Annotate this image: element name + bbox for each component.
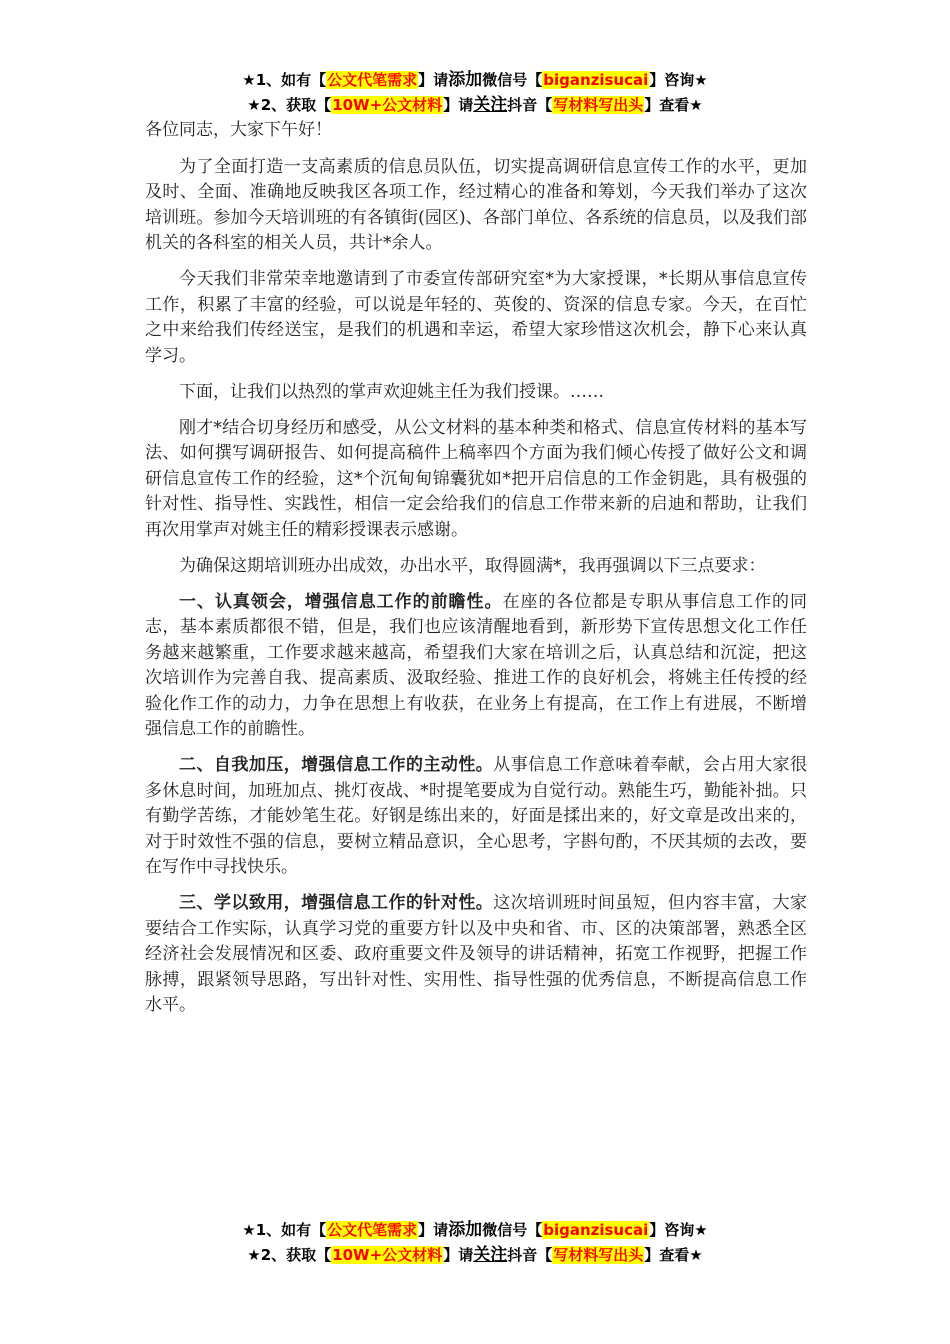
header-banner (0, 68, 950, 118)
star-icon: ★ (247, 1246, 261, 1264)
requirement-1 (145, 590, 807, 743)
requirement-3 (145, 891, 807, 1019)
requirement-3-body: 这次培训班时间虽短，但内容丰富，大家要结合工作实际，认真学习党的重要方针以及中央和省、市、区的决策部署，熟悉全区经济社会发展情况和区委、政府重要文件及领导的讲话精神，拓宽工作视野，把握工作脉搏，跟紧领导思路，写出针对性、实用性、指导性强的优秀信息，不断提高信息工作水平。 (145, 893, 808, 1015)
star-icon: ★ (242, 1221, 256, 1239)
banner-text: 1、如有【 (255, 71, 327, 89)
highlight-materials: 10W+公文材料 (332, 1246, 443, 1264)
paragraph-welcome: 下面，让我们以热烈的掌声欢迎姚主任为我们授课。…… (179, 381, 604, 402)
banner-text: 微信号【 (482, 1221, 543, 1239)
banner-emphasis: 添加 (448, 70, 483, 90)
banner-text: 抖音【 (507, 96, 553, 114)
star-icon: ★ (242, 71, 256, 89)
footer-banner (0, 1218, 950, 1268)
banner-line-2 (0, 1243, 950, 1268)
banner-text: 】请 (443, 96, 474, 114)
requirement-2 (145, 753, 807, 881)
highlight-wechat-id: biganzisucai (543, 1221, 649, 1239)
banner-text: 】请 (418, 1221, 449, 1239)
requirement-3-title: 三、学以致用，增强信息工作的针对性。 (179, 893, 494, 913)
speech-body (145, 118, 807, 1029)
paragraph-intro: 为了全面打造一支高素质的信息员队伍，切实提高调研信息宣传工作的水平，更加及时、全面、准确地反映我区各项工作，经过精心的准备和筹划，今天我们举办了这次培训班。参加今天培训班的有各镇街(园区)、各部门单位、各系统的信息员，以及我们部机关的各科室的相关人员，共计*余人。 (145, 156, 807, 253)
banner-emphasis: 添加 (448, 1220, 483, 1240)
banner-text: 微信号【 (482, 71, 543, 89)
requirement-2-title: 二、自我加压，增强信息工作的主动性。 (179, 755, 494, 775)
highlight-service: 公文代笔需求 (327, 71, 418, 89)
banner-text: 2、获取【 (260, 96, 332, 114)
highlight-douyin-account: 写材料写出头 (553, 1246, 644, 1264)
highlight-wechat-id: biganzisucai (543, 71, 649, 89)
greeting: 各位同志，大家下午好！ (145, 120, 332, 140)
requirement-1-title: 一、认真领会，增强信息工作的前瞻性。 (179, 591, 503, 612)
banner-text: 】咨询★ (649, 71, 708, 89)
banner-text: 1、如有【 (255, 1221, 327, 1239)
paragraph-thanks: 刚才*结合切身经历和感受，从公文材料的基本种类和格式、信息宣传材料的基本写法、如何撰写调研报告、如何提高稿件上稿率四个方面为我们倾心传授了做好公文和调研信息宣传工作的经验，这*个沉甸甸锦囊犹如*把开启信息的工作金钥匙，具有极强的针对性、指导性、实践性，相信一定会给我们的信息工作带来新的启迪和帮助，让我们再次用掌声对姚主任的精彩授课表示感谢。 (145, 417, 807, 540)
highlight-materials: 10W+公文材料 (332, 96, 443, 114)
highlight-douyin-account: 写材料写出头 (553, 96, 644, 114)
paragraph-speaker: 今天我们非常荣幸地邀请到了市委宣传部研究室*为大家授课，*长期从事信息宣传工作，积累了丰富的经验，可以说是年轻的、英俊的、资深的信息专家。今天，在百忙之中来给我们传经送宝，是我们的机遇和幸运，希望大家珍惜这次机会，静下心来认真学习。 (145, 269, 807, 366)
banner-text: 】咨询★ (649, 1221, 708, 1239)
banner-text: 】请 (443, 1246, 474, 1264)
requirement-2-body: 从事信息工作意味着奉献，会占用大家很多休息时间，加班加点、挑灯夜战、*时提笔要成为自觉行动。熟能生巧，勤能补拙。只有勤学苦练，才能妙笔生花。好钢是练出来的，好面是揉出来的，好文章是改出来的，对于时效性不强的信息，要树立精品意识，全心思考，字斟句酌，不厌其烦的去改，要在写作中寻找快乐。 (145, 755, 808, 877)
paragraph-requirements-intro: 为确保这期培训班办出成效，办出水平，取得圆满*，我再强调以下三点要求： (179, 555, 766, 576)
banner-line-2 (0, 93, 950, 118)
requirement-1-body: 在座的各位都是专职从事信息工作的同志，基本素质都很不错，但是，我们也应该清醒地看到，新形势下宣传思想文化工作任务越来越繁重，工作要求越来越高，希望我们大家在培训之后，认真总结和沉淀，把这次培训作为完善自我、提高素质、汲取经验、推进工作的良好机会，将姚主任传授的经验化作工作的动力，力争在思想上有收获，在业务上有提高，在工作上有进展，不断增强信息工作的前瞻性。 (145, 591, 808, 739)
star-icon: ★ (247, 96, 261, 114)
banner-text: 】查看★ (644, 1246, 703, 1264)
banner-text: 】请 (418, 71, 449, 89)
banner-emphasis: 关注 (473, 95, 508, 115)
highlight-service: 公文代笔需求 (327, 1221, 418, 1239)
banner-line-1 (0, 1218, 950, 1243)
banner-text: 】查看★ (644, 96, 703, 114)
banner-emphasis: 关注 (473, 1245, 508, 1265)
banner-line-1 (0, 68, 950, 93)
banner-text: 2、获取【 (260, 1246, 332, 1264)
banner-text: 抖音【 (507, 1246, 553, 1264)
